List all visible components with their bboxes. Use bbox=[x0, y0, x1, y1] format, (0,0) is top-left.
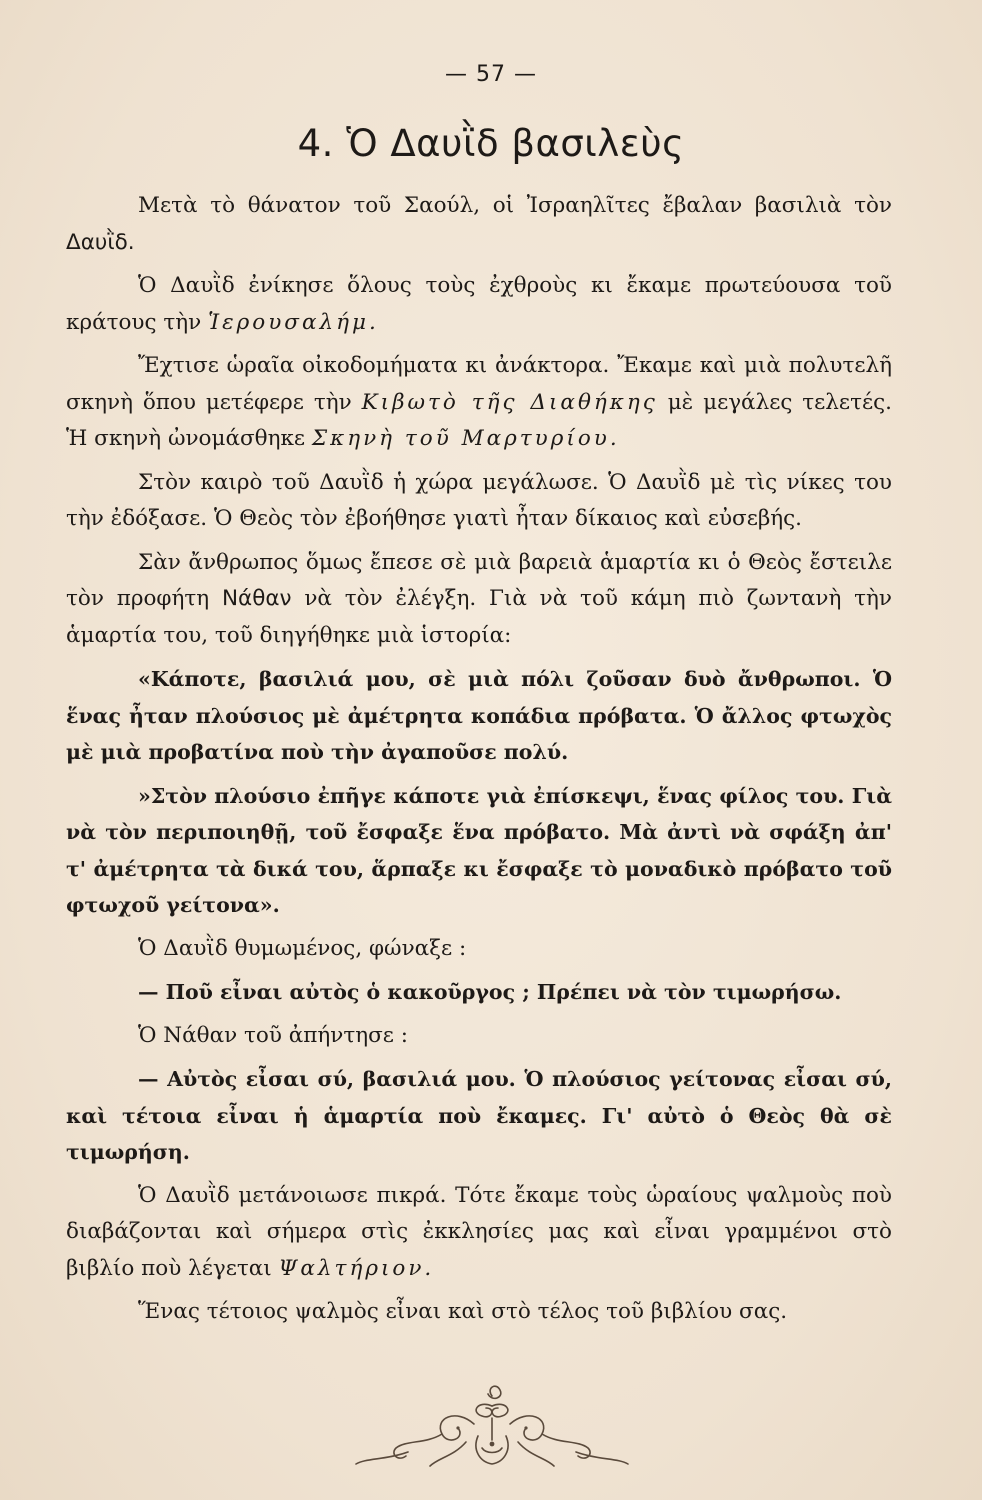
paragraph-11-dialogue: — Αὐτὸς εἶσαι σύ, βασιλιά μου. Ὁ πλούσιος γείτονας εἶσαι σύ, καὶ τέτοια εἶναι ἡ ἁμαρτία ποὺ ἔκαμες. Γι' αὐτὸ ὁ Θεὸς θὰ σὲ τιμωρήση. bbox=[66, 1067, 892, 1164]
paragraph-1-text: Μετὰ τὸ θάνατον τοῦ Σαούλ, οἱ Ἰσραηλῖτες ἔβαλαν βασιλιὰ τὸν bbox=[138, 193, 892, 218]
paragraph-4: Στὸν καιρὸ τοῦ Δαυῒδ ἡ χώρα μεγάλωσε. Ὁ Δαυῒδ μὲ τὶς νίκες του τὴν ἐδόξασε. Ὁ Θεὸς τὸν ἐβοήθησε γιατὶ ἦταν δίκαιος καὶ εὐσεβής. bbox=[66, 469, 892, 531]
paragraph-2 bbox=[66, 268, 892, 341]
paragraph-10: Ὁ Νάθαν τοῦ ἀπήντησε : bbox=[138, 1022, 409, 1048]
paragraph-12 bbox=[66, 1178, 892, 1288]
paragraph-3-text-b: μὲ μεγάλες τελετές. Ἡ σκηνὴ ὠνομάσθηκε bbox=[66, 389, 892, 451]
paragraph-7-story: »Στὸν πλούσιο ἐπῆγε κάποτε γιὰ ἐπίσκεψι, ἕνας φίλος του. Γιὰ νὰ τὸν περιποιηθῇ, τοῦ ἔσφαξε ἕνα πρόβατο. Μὰ ἀντὶ νὰ σφάξη ἀπ' τ' ἀμέτρητα τὰ δικά του, ἅρπαξε κι ἔσφαξε τὸ μοναδικὸ πρόβατο τοῦ φτωχοῦ γείτονα». bbox=[66, 783, 892, 917]
paragraph-1 bbox=[66, 188, 892, 261]
chapter-title: 4. Ὁ Δαυῒδ βασιλεὺς bbox=[297, 122, 685, 165]
paragraph-2-text: Ὁ Δαυῒδ ἐνίκησε ὅλους τοὺς ἐχθροὺς κι ἔκαμε πρωτεύουσα τοῦ κράτους τὴν bbox=[66, 273, 892, 335]
spaced-psalter: Ψαλτήριον. bbox=[278, 1255, 435, 1281]
paragraph-3-text-a: Ἔχτισε ὡραῖα οἰκοδομήματα κι ἀνάκτορα. Ἔκαμε καὶ μιὰ πολυτελῆ σκηνὴ ὅπου μετέφερε τὴν bbox=[66, 353, 892, 415]
paragraph-6-story: «Κάποτε, βασιλιά μου, σὲ μιὰ πόλι ζοῦσαν δυὸ ἄνθρωποι. Ὁ ἕνας ἦταν πλούσιος μὲ ἀμέτρητα κοπάδια πρόβατα. Ὁ ἄλλος φτωχὸς μὲ μιὰ προβατίνα ποὺ τὴν ἀγαποῦσε πολύ. bbox=[66, 667, 892, 764]
paragraph-5-text-a: Σὰν ἄνθρωπος ὅμως ἔπεσε σὲ μιὰ βαρειὰ ἁμαρτία κι ὁ Θεὸς ἔστειλε τὸν προφήτη bbox=[66, 549, 892, 611]
spaced-jerusalem: Ἱερουσαλήμ. bbox=[208, 309, 379, 335]
paragraph-5 bbox=[66, 545, 892, 655]
spaced-tabernacle: Σκηνὴ τοῦ Μαρτυρίου. bbox=[311, 426, 620, 451]
spaced-ark-of-covenant: Κιβωτὸ τῆς Διαθήκης bbox=[361, 389, 658, 415]
decorative-ornament bbox=[346, 1378, 638, 1478]
paragraph-9-dialogue: — Ποῦ εἶναι αὐτὸς ὁ κακοῦργος ; Πρέπει νὰ τὸν τιμωρήσω. bbox=[138, 980, 842, 1004]
paragraph-13: Ἕνας τέτοιος ψαλμὸς εἶναι καὶ στὸ τέλος τοῦ βιβλίου σας. bbox=[138, 1299, 788, 1324]
page-number: — 57 — bbox=[445, 62, 537, 87]
paragraph-8: Ὁ Δαυῒδ θυμωμένος, φώναξε : bbox=[138, 935, 467, 961]
name-nathan: Νάθαν bbox=[221, 586, 292, 611]
paragraph-3 bbox=[66, 348, 892, 458]
paragraph-12-text: Ὁ Δαυῒδ μετάνοιωσε πικρά. Τότε ἔκαμε τοὺς ὡραίους ψαλμοὺς ποὺ διαβάζονται καὶ σήμερα στὶς ἐκκλησίες μας καὶ εἶναι γραμμένοι στὸ βιβλίο ποὺ λέγεται bbox=[66, 1182, 892, 1281]
chapter-body bbox=[66, 188, 892, 1331]
paragraph-5-text-b: νὰ τὸν ἐλέγξη. Γιὰ νὰ τοῦ κάμη πιὸ ζωντανὴ τὴν ἁμαρτία του, τοῦ διηγήθηκε μιὰ ἱστορία: bbox=[66, 586, 892, 648]
name-david: Δαυῒδ. bbox=[66, 229, 135, 255]
